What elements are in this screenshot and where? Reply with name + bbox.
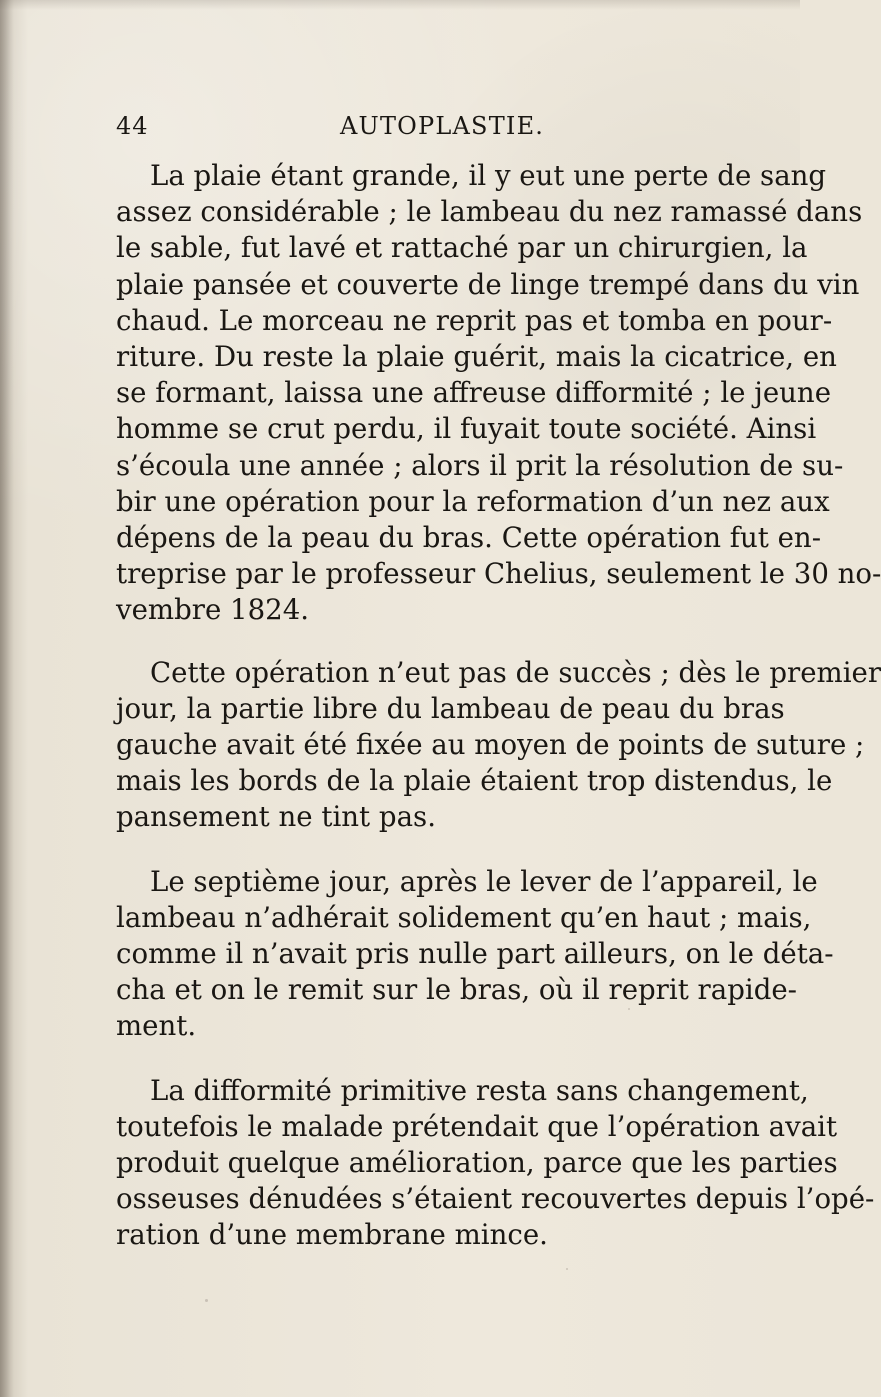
text-line: le sable, fut lavé et rattaché par un chirurgien, la xyxy=(116,231,808,265)
text-line: Cette opération n’eut pas de succès ; dès le premier xyxy=(150,655,881,689)
running-head: AUTOPLASTIE. xyxy=(340,112,545,140)
text-line: cha et on le remit sur le bras, où il reprit rapide- xyxy=(116,973,798,1007)
text-line: plaie pansée et couverte de linge trempé dans du vin xyxy=(116,267,860,301)
text-line: pansement ne tint pas. xyxy=(116,800,436,834)
text-line: treprise par le professeur Chelius, seulement le 30 no- xyxy=(116,557,881,591)
text-line: jour, la partie libre du lambeau de peau du bras xyxy=(116,691,785,725)
text-line: La plaie étant grande, il y eut une perte de sang xyxy=(150,159,827,192)
text-line: osseuses dénudées s’étaient recouvertes depuis l’opé- xyxy=(116,1182,875,1216)
page-number: 44 xyxy=(116,112,149,140)
text-line: vembre 1824. xyxy=(116,593,310,627)
text-line: bir une opération pour la reformation d’un nez aux xyxy=(116,484,830,518)
paragraph-2 xyxy=(116,655,881,836)
paper-speck xyxy=(566,1268,568,1270)
page-top-shadow xyxy=(0,0,800,10)
text-line: riture. Du reste la plaie guérit, mais la cicatrice, en xyxy=(116,340,837,374)
text-line: comme il n’avait pris nulle part ailleurs, on le déta- xyxy=(116,937,834,971)
text-line: lambeau n’adhérait solidement qu’en haut ; mais, xyxy=(116,900,812,934)
page-left-shadow xyxy=(0,0,14,1397)
text-line: assez considérable ; le lambeau du nez ramassé dans xyxy=(116,195,863,229)
paper-speck xyxy=(205,1299,208,1302)
text-line: toutefois le malade prétendait que l’opération avait xyxy=(116,1109,838,1143)
text-line: mais les bords de la plaie étaient trop distendus, le xyxy=(116,764,833,798)
text-line: s’écoula une année ; alors il prit la résolution de su- xyxy=(116,448,844,482)
text-line: Le septième jour, après le lever de l’appareil, le xyxy=(150,864,818,898)
text-line: ment. xyxy=(116,1009,197,1043)
text-line: produit quelque amélioration, parce que les parties xyxy=(116,1146,838,1180)
page-header xyxy=(116,112,756,146)
text-line: dépens de la peau du bras. Cette opération fut en- xyxy=(116,521,822,555)
text-line: se formant, laissa une affreuse difformité ; le jeune xyxy=(116,376,832,410)
paragraph-4 xyxy=(116,1073,875,1254)
paragraph-1 xyxy=(116,158,881,629)
text-line: gauche avait été fixée au moyen de points de suture ; xyxy=(116,728,865,762)
text-line: La difformité primitive resta sans changement, xyxy=(150,1073,809,1107)
paragraph-3 xyxy=(116,864,834,1045)
page-content xyxy=(116,158,881,1254)
text-line: chaud. Le morceau ne reprit pas et tomba en pour- xyxy=(116,303,833,337)
text-line: ration d’une membrane mince. xyxy=(116,1218,548,1252)
text-line: homme se crut perdu, il fuyait toute société. Ainsi xyxy=(116,412,817,446)
